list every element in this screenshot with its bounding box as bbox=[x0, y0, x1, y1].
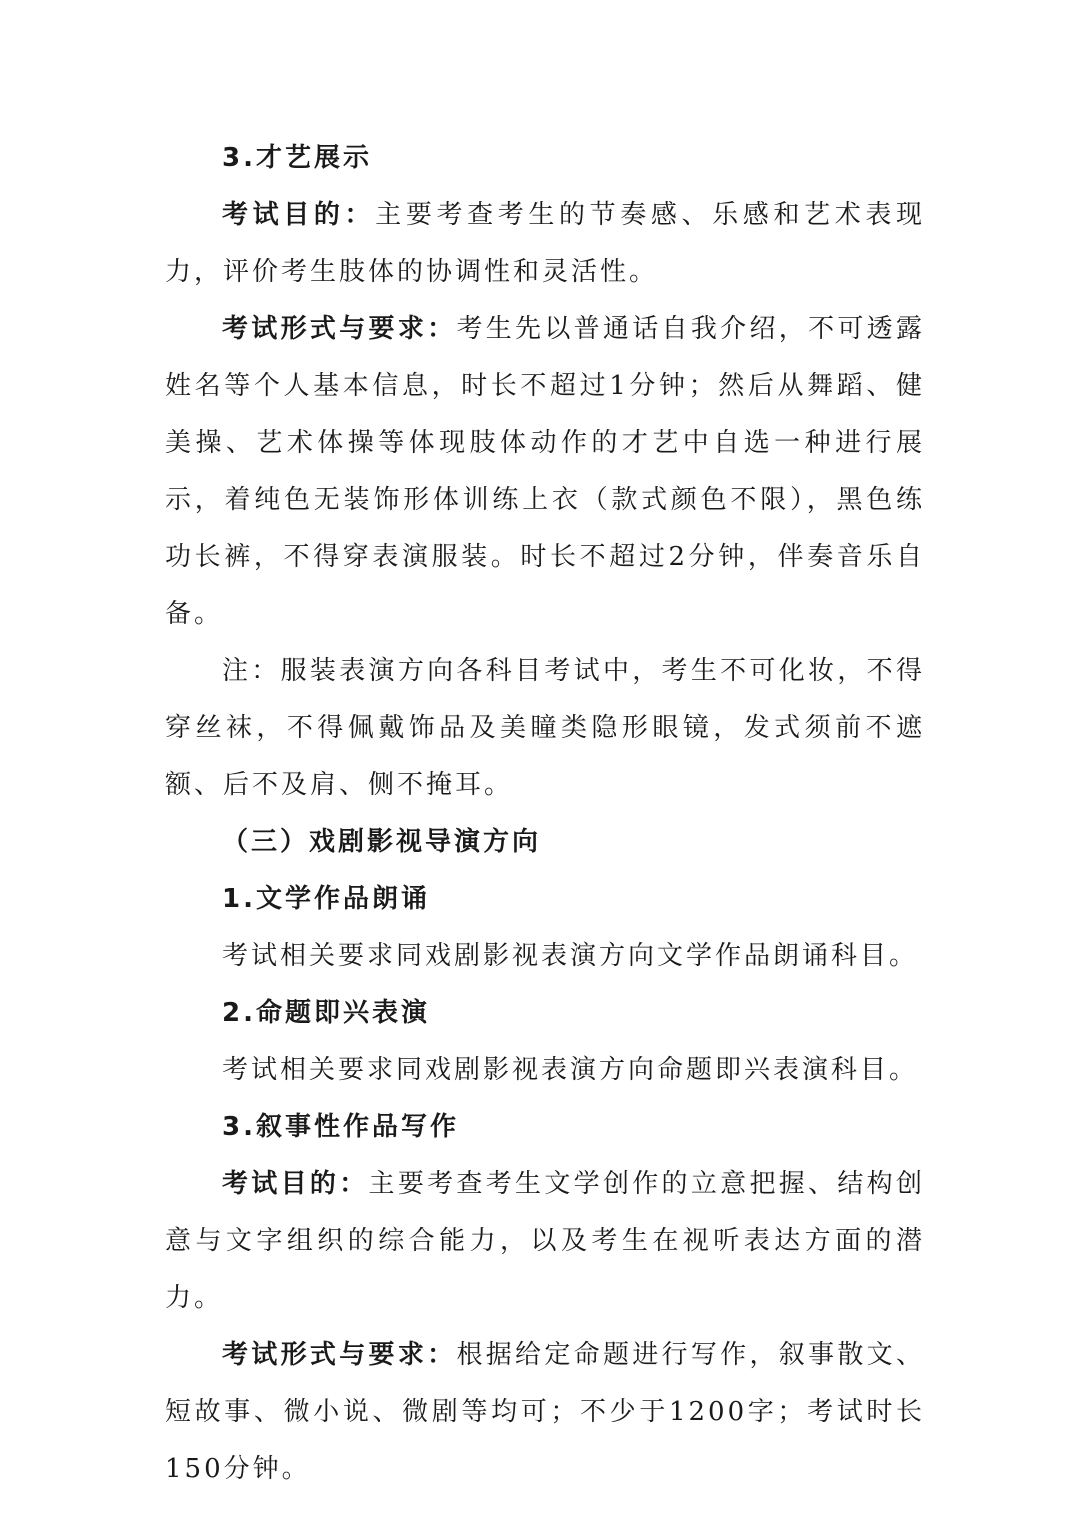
heading-narrative-writing: 3.叙事性作品写作 bbox=[222, 1112, 459, 1142]
paragraph-recitation: 考试相关要求同戏剧影视表演方向文学作品朗诵科目。 bbox=[222, 941, 919, 971]
writing-form-text: 根据给定命题进行写作，叙事散文、短故事、微小说、微剧等均可；不少于1200字；考试时长150分钟。 bbox=[165, 1340, 925, 1484]
paragraph-writing-form bbox=[165, 1327, 925, 1498]
paragraph-improv: 考试相关要求同戏剧影视表演方向命题即兴表演科目。 bbox=[222, 1055, 919, 1085]
paragraph-talent-purpose bbox=[165, 187, 925, 301]
paragraph-writing-purpose bbox=[165, 1156, 925, 1327]
heading-improv: 2.命题即兴表演 bbox=[222, 998, 430, 1028]
heading-recitation: 1.文学作品朗诵 bbox=[222, 884, 430, 914]
talent-purpose-label: 考试目的： bbox=[222, 200, 376, 230]
section-heading-directing: （三）戏剧影视导演方向 bbox=[222, 827, 542, 857]
document-body bbox=[165, 130, 925, 1498]
heading-talent-show: 3.才艺展示 bbox=[222, 143, 372, 173]
talent-form-text: 考生先以普通话自我介绍，不可透露姓名等个人基本信息，时长不超过1分钟；然后从舞蹈、健美操、艺术体操等体现肢体动作的才艺中自选一种进行展示，着纯色无装饰形体训练上衣（款式颜色不限），黑色练功长裤，不得穿表演服装。时长不超过2分钟，伴奏音乐自备。 bbox=[165, 314, 925, 629]
paragraph-talent-form bbox=[165, 301, 925, 643]
writing-form-label: 考试形式与要求： bbox=[222, 1340, 457, 1370]
paragraph-note: 注：服装表演方向各科目考试中，考生不可化妆，不得穿丝袜，不得佩戴饰品及美瞳类隐形眼镜，发式须前不遮额、后不及肩、侧不掩耳。 bbox=[165, 656, 925, 800]
writing-purpose-label: 考试目的： bbox=[222, 1169, 369, 1199]
talent-purpose-text: 主要考查考生的节奏感、乐感和艺术表现力，评价考生肢体的协调性和灵活性。 bbox=[165, 200, 925, 287]
writing-purpose-text: 主要考查考生文学创作的立意把握、结构创意与文字组织的综合能力，以及考生在视听表达方面的潜力。 bbox=[165, 1169, 925, 1313]
talent-form-label: 考试形式与要求： bbox=[222, 314, 457, 344]
